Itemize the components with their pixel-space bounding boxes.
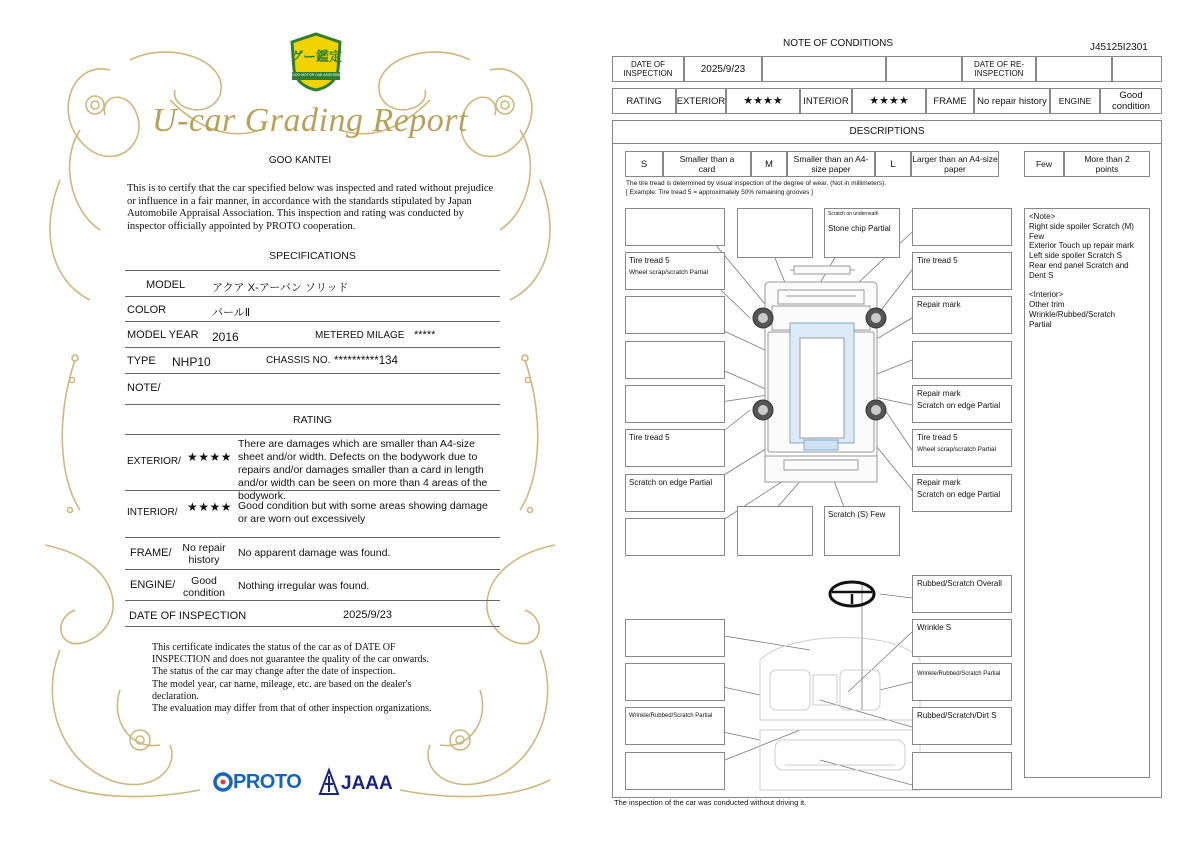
divider xyxy=(125,569,500,570)
sheet-footer: The inspection of the car was conducted without driving it. xyxy=(614,798,807,807)
condition-box xyxy=(737,506,813,556)
box-text: Tire tread 5 xyxy=(917,433,958,442)
box-text: Repair mark xyxy=(917,389,961,398)
badge-banner: GOO MOTOR CAR ASSESSMENT xyxy=(292,73,348,77)
box-text: Tire tread 5 xyxy=(629,433,670,442)
box-text: Repair mark xyxy=(917,478,961,487)
divider xyxy=(125,600,500,601)
condition-box xyxy=(625,252,725,290)
specs-heading: SPECIFICATIONS xyxy=(269,250,356,262)
proto-mark-icon xyxy=(213,771,233,793)
milage-value: ***** xyxy=(414,329,436,341)
disclaimer-line: The evaluation may differ from that of other inspection organizations. xyxy=(152,703,432,715)
box-text: Scratch on edge Partial xyxy=(917,401,1001,410)
engine-value: Good condition xyxy=(182,575,226,599)
legend-few-text: More than 2 points xyxy=(1064,151,1150,177)
engine-label: ENGINE/ xyxy=(130,579,176,591)
condition-box xyxy=(625,707,725,745)
condition-box xyxy=(912,341,1012,379)
divider xyxy=(125,321,500,322)
descriptions-heading: DESCRIPTIONS xyxy=(612,120,1162,144)
box-text: Repair mark xyxy=(917,300,961,309)
frame-label: FRAME xyxy=(926,88,974,114)
intro-paragraph: This is to certify that the car specified below was inspected and rated without prejudice or influence in a fair manner, in accordance with the standards stipulated by Japan Automobile Appraisal Association. This inspection and rating was conducted by inspector officially appointed by PROTO cooperation. xyxy=(127,183,494,232)
condition-box xyxy=(912,208,1012,246)
note-line: Right side spoiler Scratch (M) xyxy=(1029,221,1134,231)
sheet-title: NOTE OF CONDITIONS xyxy=(783,38,893,49)
color-label: COLOR xyxy=(127,304,167,316)
engine-description: Nothing irregular was found. xyxy=(238,580,370,592)
report-title: U-car Grading Report xyxy=(152,102,468,139)
note-line: Other trim xyxy=(1029,300,1065,310)
jaaa-mark-icon xyxy=(318,768,340,796)
legend-l-key: L xyxy=(875,151,911,177)
condition-box xyxy=(912,429,1012,467)
divider xyxy=(125,373,500,374)
divider xyxy=(125,347,500,348)
condition-box xyxy=(737,208,813,258)
engine-value: Good condition xyxy=(1100,88,1162,114)
condition-box xyxy=(625,429,725,467)
legend-s-key: S xyxy=(625,151,663,177)
condition-box xyxy=(824,506,900,556)
frame-label: FRAME/ xyxy=(130,547,172,559)
interior-stars: ★★★★ xyxy=(852,88,926,114)
jaaa-logo-text: JAAA xyxy=(341,773,393,794)
rating-label: RATING xyxy=(612,88,676,114)
rating-heading: RATING xyxy=(293,414,332,426)
legend-l-text: Larger than an A4-size paper xyxy=(911,151,999,177)
divider xyxy=(125,404,500,405)
goo-kantei-badge xyxy=(288,32,348,88)
divider xyxy=(125,434,500,435)
exterior-label: EXTERIOR xyxy=(676,88,726,114)
disclaimer-line: This certificate indicates the status of the car as of DATE OF xyxy=(152,642,396,653)
divider xyxy=(125,296,500,297)
box-text: Scratch (S) Few xyxy=(828,510,886,519)
exterior-stars: ★★★★ xyxy=(187,450,233,464)
box-text: Scratch on edge Partial xyxy=(629,478,713,487)
disclaimer-line: declaration. xyxy=(152,690,199,702)
note-line: Rear end panel Scratch and xyxy=(1029,260,1129,270)
disclaimer-line: The status of the car may change after the date of inspection. xyxy=(152,666,396,678)
condition-box xyxy=(625,619,725,657)
legend-m-key: M xyxy=(751,151,787,177)
divider xyxy=(125,537,500,538)
date-inspection-value: 2025/9/23 xyxy=(684,56,762,82)
date-value: 2025/9/23 xyxy=(343,609,392,621)
box-text: Rubbed/Scratch/Dirt S xyxy=(917,711,997,720)
box-text: Tire tread 5 xyxy=(629,256,670,265)
note-line: <Interior> xyxy=(1029,290,1064,300)
color-value: パールⅡ xyxy=(212,307,251,319)
frame-value: No repair history xyxy=(182,542,226,566)
badge-text: グー鑑定 xyxy=(289,49,342,64)
condition-box xyxy=(625,296,725,334)
note-line: Partial xyxy=(1029,319,1052,329)
type-label: TYPE xyxy=(127,355,156,367)
model-value: アクア X-アーバン ソリッド xyxy=(212,282,349,294)
box-text: Scratch on underneath xyxy=(828,211,879,217)
date-reinspection-label: DATE OF RE-INSPECTION xyxy=(962,56,1036,82)
box-text: Tire tread 5 xyxy=(917,256,958,265)
divider xyxy=(125,626,500,627)
frame-description: No apparent damage was found. xyxy=(238,547,391,559)
box-text: Scratch on edge Partial xyxy=(917,490,1001,499)
box-text: Wrinkle/Rubbed/Scratch Partial xyxy=(917,671,1001,677)
legend-few-key: Few xyxy=(1024,151,1064,177)
exterior-stars: ★★★★ xyxy=(726,88,800,114)
condition-box xyxy=(912,752,1012,790)
condition-box xyxy=(912,474,1012,512)
note-label: NOTE/ xyxy=(127,382,161,394)
date-inspection-label: DATE OF INSPECTION xyxy=(612,56,684,82)
note-line: Few xyxy=(1029,231,1045,241)
condition-box xyxy=(912,619,1012,657)
box-text: Wrinkle/Rubbed/Scratch Partial xyxy=(629,713,713,719)
chassis-label: CHASSIS NO. xyxy=(266,355,331,366)
tire-note-line: The tire tread is determined by visual inspection of the degree of wear. (Not in millimeters). xyxy=(626,180,887,187)
note-line: Left side spoiler Scratch S xyxy=(1029,251,1122,261)
box-text: Stone chip Partial xyxy=(828,224,891,233)
exterior-description: There are damages which are smaller than A4-size sheet and/or width. Defects on the bodywork due to repairs and/or damages smaller than a card in length and/or width can be seen on more than 4 areas of the bodywork. xyxy=(238,438,488,502)
model-year-value: 2016 xyxy=(212,330,239,344)
disclaimer-line: INSPECTION and does not guarantee the quality of the car onwards. xyxy=(152,654,429,666)
condition-box xyxy=(912,385,1012,423)
engine-label: ENGINE xyxy=(1050,88,1100,114)
note-line: Exterior Touch up repair mark xyxy=(1029,241,1134,251)
legend-s-text: Smaller than a card xyxy=(663,151,751,177)
condition-box xyxy=(625,385,725,423)
condition-box xyxy=(912,707,1012,745)
condition-box xyxy=(625,752,725,790)
condition-box xyxy=(625,663,725,701)
interior-stars: ★★★★ xyxy=(187,500,233,514)
frame-value: No repair history xyxy=(974,88,1050,114)
divider xyxy=(125,490,500,491)
box-text: Wheel scrap/scratch Partial xyxy=(629,269,709,276)
type-value: NHP10 xyxy=(172,355,211,369)
interior-description: Good condition but with some areas showing damage or are worn out excessively xyxy=(238,500,488,525)
report-subtitle: GOO KANTEI xyxy=(268,155,332,166)
box-text: Wheel scrap/scratch Partial xyxy=(917,446,997,453)
date-label: DATE OF INSPECTION xyxy=(129,610,247,622)
box-text: Rubbed/Scratch Overall xyxy=(917,579,1002,588)
condition-box xyxy=(824,208,900,258)
reference-number: J45125I2301 xyxy=(1090,42,1148,53)
condition-box xyxy=(625,341,725,379)
note-line: Wrinkle/Rubbed/Scratch xyxy=(1029,309,1116,319)
condition-box xyxy=(625,474,725,512)
disclaimer xyxy=(152,642,482,715)
interior-label: INTERIOR/ xyxy=(127,507,178,518)
note-line: Dent S xyxy=(1029,270,1054,280)
divider xyxy=(125,270,500,271)
model-label: MODEL xyxy=(146,279,186,291)
proto-logo-text: PROTO xyxy=(233,771,302,793)
disclaimer-line: The model year, car name, mileage, etc. are based on the dealer's xyxy=(152,678,412,690)
chassis-value: **********134 xyxy=(334,355,398,367)
milage-label: METERED MILAGE xyxy=(315,330,405,341)
interior-label: INTERIOR xyxy=(800,88,852,114)
condition-box xyxy=(625,518,725,556)
note-of-conditions-sheet xyxy=(600,0,1200,848)
condition-box xyxy=(912,663,1012,701)
steering-wheel-icon xyxy=(830,582,874,606)
exterior-label: EXTERIOR/ xyxy=(127,456,181,467)
legend-m-text: Smaller than an A4-size paper xyxy=(787,151,875,177)
condition-box xyxy=(625,208,725,246)
model-year-label: MODEL YEAR xyxy=(127,329,199,341)
condition-box xyxy=(912,252,1012,290)
tire-note-line: [ Example: Tire tread 5 = approximately 50% remaining grooves ] xyxy=(626,189,813,196)
box-text: Wrinkle S xyxy=(917,623,952,632)
condition-box xyxy=(912,575,1012,613)
condition-box xyxy=(912,296,1012,334)
note-line: <Note> xyxy=(1029,212,1056,221)
